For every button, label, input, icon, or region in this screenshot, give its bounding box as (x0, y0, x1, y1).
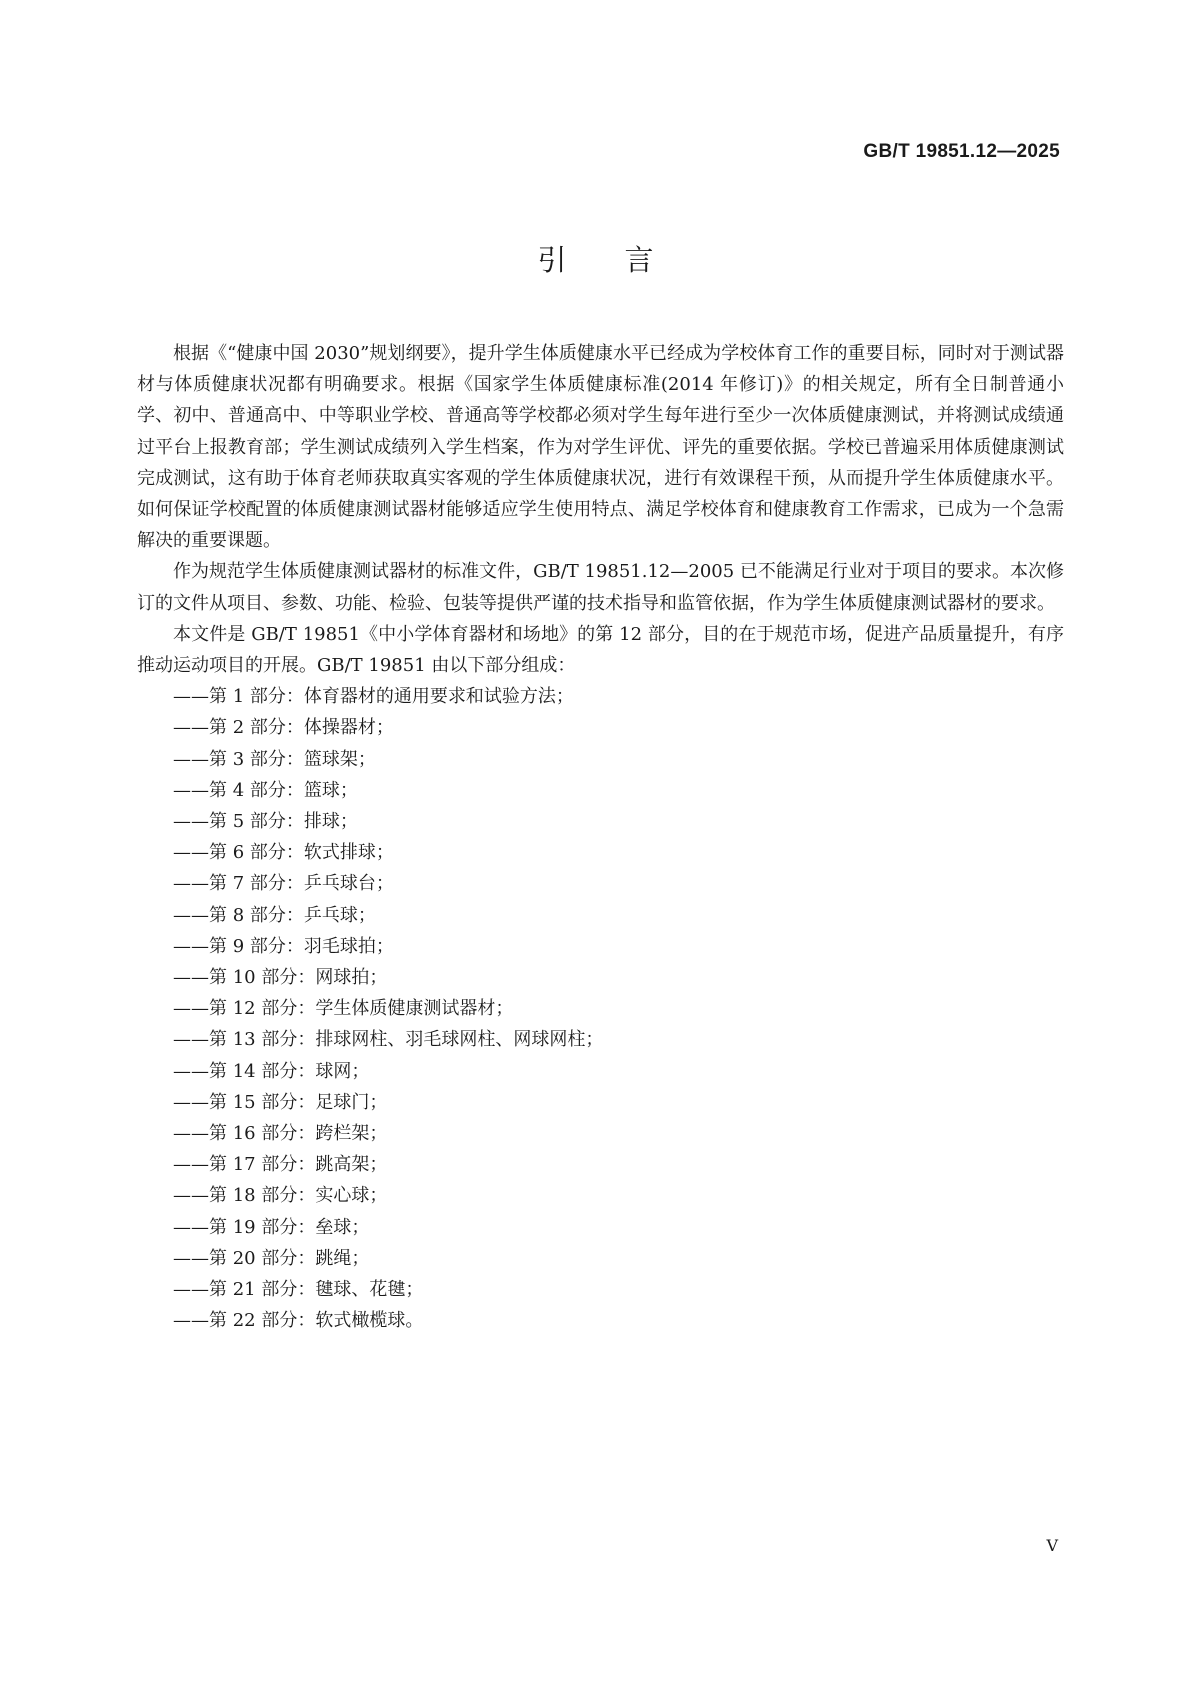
paragraph-1: 根据《“健康中国 2030”规划纲要》，提升学生体质健康水平已经成为学校体育工作的重要目标，同时对于测试器材与体质健康状况都有明确要求。根据《国家学生体质健康标准(2014 年修订)》的相关规定，所有全日制普通小学、初中、普通高中、中等职业学校、普通高等学校都必须对学生每年进行至少一次体质健康测试，并将测试成绩通过平台上报教育部；学生测试成绩列入学生档案，作为对学生评优、评先的重要依据。学校已普遍采用体质健康测试完成测试，这有助于体育老师获取真实客观的学生体质健康状况，进行有效课程干预，从而提升学生体质健康水平。如何保证学校配置的体质健康测试器材能够适应学生使用特点、满足学校体育和健康教育工作需求，已成为一个急需解决的重要课题。 (137, 343, 1064, 552)
list-item: ——第 4 部分：篮球； (173, 779, 358, 801)
list-item: ——第 3 部分：篮球架； (173, 748, 376, 770)
list-item: ——第 16 部分：跨栏架； (173, 1123, 388, 1145)
list-item: ——第 18 部分：实心球； (173, 1185, 388, 1207)
introduction-body (137, 338, 1064, 1337)
list-item: ——第 2 部分：体操器材； (173, 717, 394, 739)
section-title: 引言 (537, 243, 712, 277)
list-item: ——第 15 部分：足球门； (173, 1091, 388, 1113)
paragraph-3: 本文件是 GB/T 19851《中小学体育器材和场地》的第 12 部分，目的在于规范市场，促进产品质量提升，有序推动运动项目的开展。GB/T 19851 由以下部分组成： (137, 623, 1064, 677)
list-item: ——第 19 部分：垒球； (173, 1216, 370, 1238)
list-item: ——第 14 部分：球网； (173, 1060, 370, 1082)
list-item: ——第 1 部分：体育器材的通用要求和试验方法； (173, 686, 574, 708)
list-item: ——第 22 部分：软式橄榄球。 (173, 1310, 424, 1332)
list-item: ——第 5 部分：排球； (173, 811, 358, 833)
page-number: V (1046, 1536, 1058, 1555)
paragraph-2: 作为规范学生体质健康测试器材的标准文件，GB/T 19851.12—2005 已不能满足行业对于项目的要求。本次修订的文件从项目、参数、功能、检验、包装等提供严谨的技术指导和监管依据，作为学生体质健康测试器材的要求。 (137, 561, 1064, 614)
list-item: ——第 6 部分：软式排球； (173, 842, 394, 864)
list-item: ——第 10 部分：网球拍； (173, 967, 388, 989)
list-item: ——第 8 部分：乒乓球； (173, 904, 376, 926)
standard-code: GB/T 19851.12—2025 (863, 141, 1060, 162)
list-item: ——第 9 部分：羽毛球拍； (173, 935, 394, 957)
list-item: ——第 20 部分：跳绳； (173, 1247, 370, 1269)
list-item: ——第 7 部分：乒乓球台； (173, 873, 394, 895)
list-item: ——第 21 部分：毽球、花毽； (173, 1279, 424, 1301)
list-item: ——第 12 部分：学生体质健康测试器材； (173, 998, 514, 1020)
list-item: ——第 17 部分：跳高架； (173, 1154, 388, 1176)
parts-list (137, 681, 1064, 1336)
list-item: ——第 13 部分：排球网柱、羽毛球网柱、网球网柱； (173, 1029, 604, 1051)
